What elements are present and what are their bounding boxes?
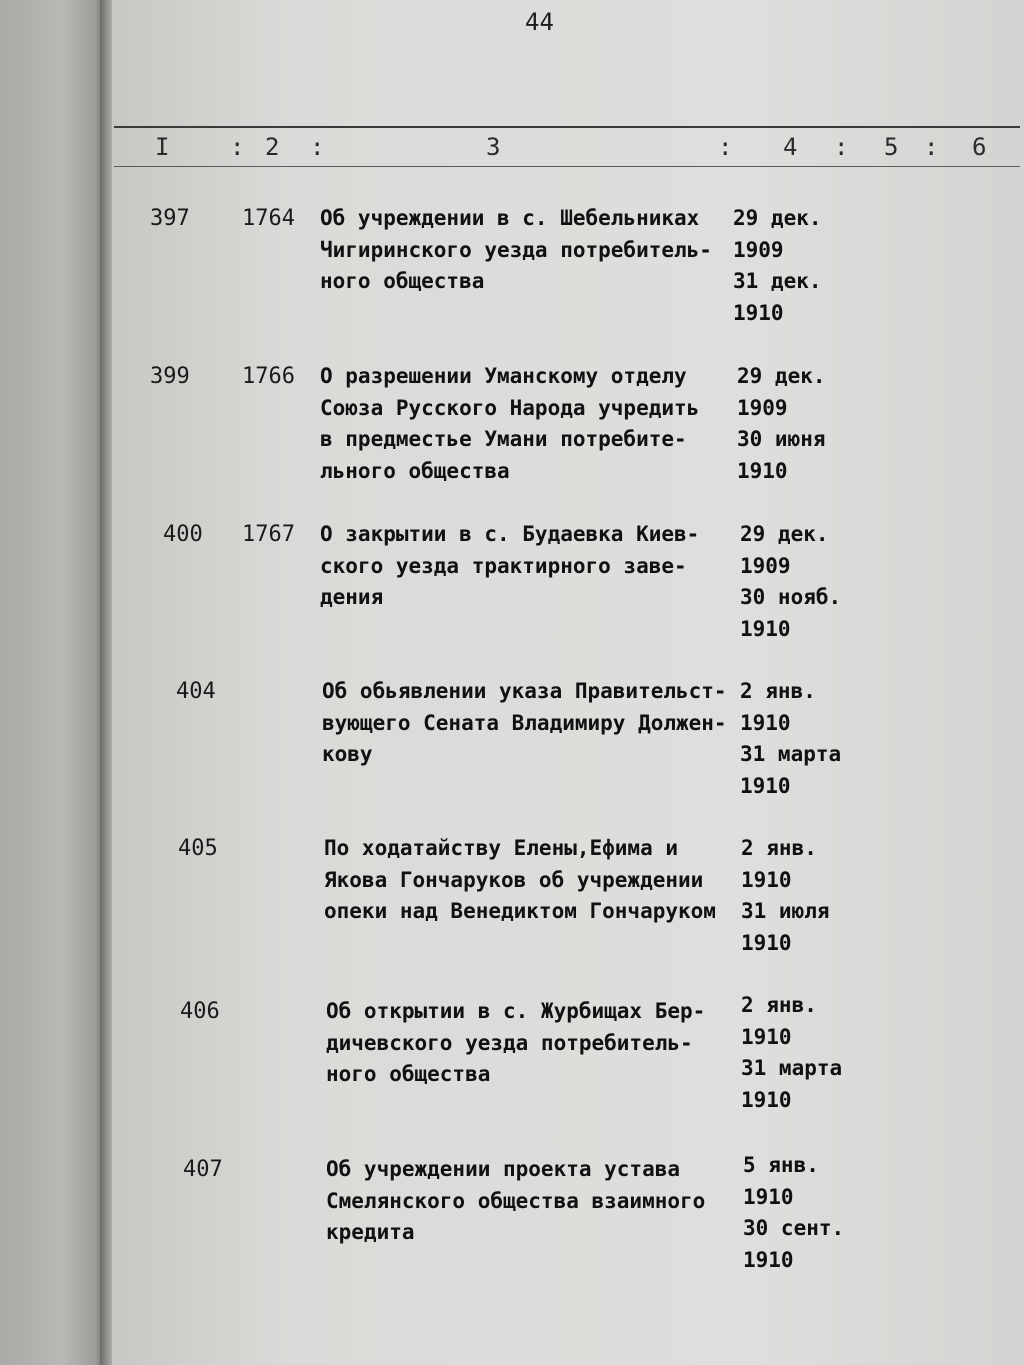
column-header-1: I: [155, 133, 170, 161]
column-separator: :: [310, 133, 325, 161]
entry-dates: 2 янв. 1910 31 июля 1910: [741, 836, 830, 955]
entry-title: Об учреждении проекта устава Смелянского общества взаимного кредита: [326, 1157, 706, 1244]
entry-number: 397: [150, 206, 190, 231]
column-separator: :: [230, 133, 245, 161]
column-separator: :: [924, 133, 939, 161]
page-number: 44: [525, 8, 554, 36]
entry-file-number: 1764: [242, 206, 295, 231]
entry-title: Об обьявлении указа Правительст- вующего Сената Владимиру Должен- кову: [322, 679, 727, 766]
entry-title: Об учреждении в с. Шебельниках Чигиринского уезда потребитель- ного общества: [320, 206, 712, 293]
column-header-5: 5: [884, 133, 899, 161]
column-header-4: 4: [783, 133, 798, 161]
entry-number: 399: [150, 364, 190, 389]
entry-dates: 2 янв. 1910 31 марта 1910: [741, 993, 843, 1112]
entry-dates: 29 дек. 1909 31 дек. 1910: [733, 206, 822, 325]
facing-page-edge: [0, 0, 104, 1365]
entry-dates: 5 янв. 1910 30 сент. 1910: [743, 1153, 845, 1272]
entry-file-number: 1766: [242, 364, 295, 389]
entry-number: 406: [180, 999, 220, 1024]
header-rule-bottom: [114, 166, 1020, 167]
column-separator: :: [834, 133, 849, 161]
entry-title: Об открытии в с. Журбищах Бер- дичевского уезда потребитель- ного общества: [326, 999, 706, 1086]
entry-dates: 2 янв. 1910 31 марта 1910: [740, 679, 842, 798]
entry-title: По ходатайству Елены,Ефима и Якова Гончаруков об учреждении опеки над Венедиктом Гончаруком: [324, 836, 716, 923]
entry-title: О разрешении Уманскому отделу Союза Русского Народа учредить в предместье Умани потребите- льного общества: [320, 364, 700, 483]
entry-number: 407: [183, 1157, 223, 1182]
entry-title: О закрытии в с. Будаевка Киев- ского уезда трактирного заве- дения: [320, 522, 700, 609]
column-header-3: 3: [486, 133, 501, 161]
column-separator: :: [718, 133, 733, 161]
entry-dates: 29 дек. 1909 30 нояб. 1910: [740, 522, 842, 641]
column-header-6: 6: [972, 133, 987, 161]
entry-dates: 29 дек. 1909 30 июня 1910: [737, 364, 826, 483]
entry-number: 404: [176, 679, 216, 704]
entry-number: 400: [163, 522, 203, 547]
column-header-2: 2: [265, 133, 280, 161]
entry-file-number: 1767: [242, 522, 295, 547]
entry-number: 405: [178, 836, 218, 861]
header-rule-top: [114, 126, 1020, 128]
